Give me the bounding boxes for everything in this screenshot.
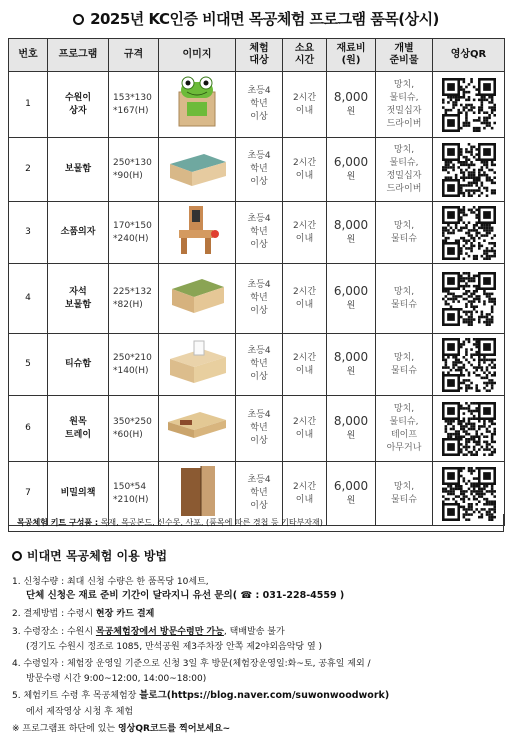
product-image-chair bbox=[169, 202, 225, 258]
step-5-line: 5. 체험키트 수령 후 목공체험장 블로그(https://blog.naver.com/suwonwoodwork) bbox=[12, 690, 390, 701]
product-image-wood-tray bbox=[164, 404, 230, 448]
target-group: 초등4 학년 이상 bbox=[236, 396, 283, 462]
material-fee: 8,000 원 bbox=[327, 396, 376, 462]
material-fee: 6,000 원 bbox=[327, 138, 376, 202]
product-size: 250*210 *140(H) bbox=[109, 334, 159, 396]
row-number: 2 bbox=[9, 138, 48, 202]
product-image-frog-box bbox=[167, 74, 227, 130]
step-1-group-note: 단체 신청은 재료 준비 기간이 달라지니 유선 문의( ☎ : 031-228-4559 ) bbox=[26, 590, 345, 601]
qr-code-icon-5[interactable] bbox=[442, 338, 496, 392]
row-number: 6 bbox=[9, 396, 48, 462]
product-size: 153*130 *167(H) bbox=[109, 72, 159, 138]
table-row bbox=[9, 138, 505, 202]
step-4-line: 4. 수령일자 : 체험장 운영일 기준으로 신청 3일 후 방문(체험장운영일:화~토, 공휴일 제외 / bbox=[12, 659, 371, 669]
table-row bbox=[9, 264, 505, 334]
program-name: 소품의자 bbox=[48, 202, 109, 264]
header-qr: 영상QR bbox=[433, 39, 505, 72]
step-5-note: 에서 제작영상 시청 후 체험 bbox=[26, 707, 134, 717]
qr-cell bbox=[433, 72, 505, 138]
duration: 2시간 이내 bbox=[283, 396, 327, 462]
duration: 2시간 이내 bbox=[283, 138, 327, 202]
qr-cell bbox=[433, 138, 505, 202]
qr-cell bbox=[433, 264, 505, 334]
target-group: 초등4 학년 이상 bbox=[236, 334, 283, 396]
program-name: 자석 보물함 bbox=[48, 264, 109, 334]
header-time: 소요 시간 bbox=[283, 39, 327, 72]
row-number: 4 bbox=[9, 264, 48, 334]
header-prep: 개별 준비물 bbox=[376, 39, 433, 72]
preparation-items: 망치, 물티슈 bbox=[376, 334, 433, 396]
title-circle-icon bbox=[73, 14, 84, 25]
material-fee: 8,000 원 bbox=[327, 202, 376, 264]
preparation-items: 망치, 물티슈 bbox=[376, 264, 433, 334]
step-4-hours: 방문수령 시간 9:00~12:00, 14:00~18:00) bbox=[26, 674, 207, 684]
duration: 2시간 이내 bbox=[283, 264, 327, 334]
material-fee: 6,000 원 bbox=[327, 264, 376, 334]
product-image-magnet-box bbox=[166, 271, 228, 321]
product-size: 170*150 *240(H) bbox=[109, 202, 159, 264]
target-group: 초등4 학년 이상 bbox=[236, 72, 283, 138]
preparation-items: 망치, 물티슈, 정밀십자 드라이버 bbox=[376, 138, 433, 202]
program-table bbox=[8, 38, 505, 526]
row-number: 1 bbox=[9, 72, 48, 138]
qr-code-icon-4[interactable] bbox=[442, 272, 496, 326]
product-size: 225*132 *82(H) bbox=[109, 264, 159, 334]
page-title: 2025년 KC인증 비대면 목공체험 프로그램 품목(상시) bbox=[0, 8, 512, 29]
material-fee: 8,000 원 bbox=[327, 72, 376, 138]
product-image-cell bbox=[159, 202, 236, 264]
preparation-items: 망치, 물티슈, 젓밀십자 드라이버 bbox=[376, 72, 433, 138]
table-row bbox=[9, 72, 505, 138]
step-2-line: 2. 결제방법 : 수령시 현장 카드 결제 bbox=[12, 609, 155, 619]
qr-code-icon-1[interactable] bbox=[442, 78, 496, 132]
qr-cell bbox=[433, 202, 505, 264]
qr-cell bbox=[433, 334, 505, 396]
material-fee: 6,000 원 bbox=[327, 462, 376, 526]
table-row bbox=[9, 396, 505, 462]
table-row bbox=[9, 202, 505, 264]
product-image-tissue-box bbox=[164, 335, 230, 389]
qr-note: ※ 프로그램표 하단에 있는 영상QR코드를 찍어보세요~ bbox=[12, 724, 231, 734]
qr-code-icon-6[interactable] bbox=[442, 402, 496, 456]
header-program: 프로그램 bbox=[48, 39, 109, 72]
duration: 2시간 이내 bbox=[283, 334, 327, 396]
qr-code-icon-3[interactable] bbox=[442, 206, 496, 260]
row-number: 3 bbox=[9, 202, 48, 264]
product-image-secret-book bbox=[173, 462, 221, 520]
duration: 2시간 이내 bbox=[283, 202, 327, 264]
table-header-row bbox=[9, 39, 505, 72]
qr-code-icon-2[interactable] bbox=[442, 143, 496, 197]
product-image-cell bbox=[159, 396, 236, 462]
step-3-line: 3. 수령장소 : 수원시 목공체험장에서 방문수령만 가능, 택배발송 불가 bbox=[12, 627, 285, 637]
product-size: 350*250 *60(H) bbox=[109, 396, 159, 462]
duration: 2시간 이내 bbox=[283, 72, 327, 138]
qr-cell bbox=[433, 396, 505, 462]
target-group: 초등4 학년 이상 bbox=[236, 462, 283, 526]
target-group: 초등4 학년 이상 bbox=[236, 264, 283, 334]
header-fee: 재료비 (원) bbox=[327, 39, 376, 72]
table-row bbox=[9, 334, 505, 396]
step-3-address: (경기도 수원시 정조로 1085, 만석공원 제3주차장 안쪽 제2야외음악당 옆 ) bbox=[26, 642, 323, 652]
header-image: 이미지 bbox=[159, 39, 236, 72]
product-image-cell bbox=[159, 72, 236, 138]
header-size: 규격 bbox=[109, 39, 159, 72]
preparation-items: 망치, 물티슈 bbox=[376, 462, 433, 526]
product-image-cell bbox=[159, 138, 236, 202]
step-1-line: 1. 신청수량 : 최대 신청 수량은 한 품목당 10세트, bbox=[12, 577, 209, 587]
header-target: 체험 대상 bbox=[236, 39, 283, 72]
header-no: 번호 bbox=[9, 39, 48, 72]
product-image-treasure-box bbox=[164, 142, 230, 192]
target-group: 초등4 학년 이상 bbox=[236, 202, 283, 264]
duration: 2시간 이내 bbox=[283, 462, 327, 526]
row-number: 7 bbox=[9, 462, 48, 526]
program-name: 보물함 bbox=[48, 138, 109, 202]
blog-link[interactable]: 블로그(https://blog.naver.com/suwonwoodwork) bbox=[139, 690, 390, 701]
product-image-cell bbox=[159, 334, 236, 396]
program-name: 수원이 상자 bbox=[48, 72, 109, 138]
section-title: 비대면 목공체험 이용 방법 bbox=[12, 547, 167, 564]
program-name: 원목 트레이 bbox=[48, 396, 109, 462]
program-name: 비밀의책 bbox=[48, 462, 109, 526]
product-image-cell bbox=[159, 264, 236, 334]
preparation-items: 망치, 물티슈, 테이프 아무거나 bbox=[376, 396, 433, 462]
product-size: 150*54 *210(H) bbox=[109, 462, 159, 526]
row-number: 5 bbox=[9, 334, 48, 396]
qr-code-icon-7[interactable] bbox=[442, 467, 496, 521]
material-fee: 8,000 원 bbox=[327, 334, 376, 396]
section-circle-icon bbox=[12, 551, 22, 561]
program-name: 티슈함 bbox=[48, 334, 109, 396]
product-size: 250*130 *90(H) bbox=[109, 138, 159, 202]
kit-components: 목공체험 키트 구성품 : 목재, 목공본드, 신수못, 사포, (품목에 따른 경첩 등 기타부자재) bbox=[8, 514, 504, 532]
target-group: 초등4 학년 이상 bbox=[236, 138, 283, 202]
preparation-items: 망치, 물티슈 bbox=[376, 202, 433, 264]
